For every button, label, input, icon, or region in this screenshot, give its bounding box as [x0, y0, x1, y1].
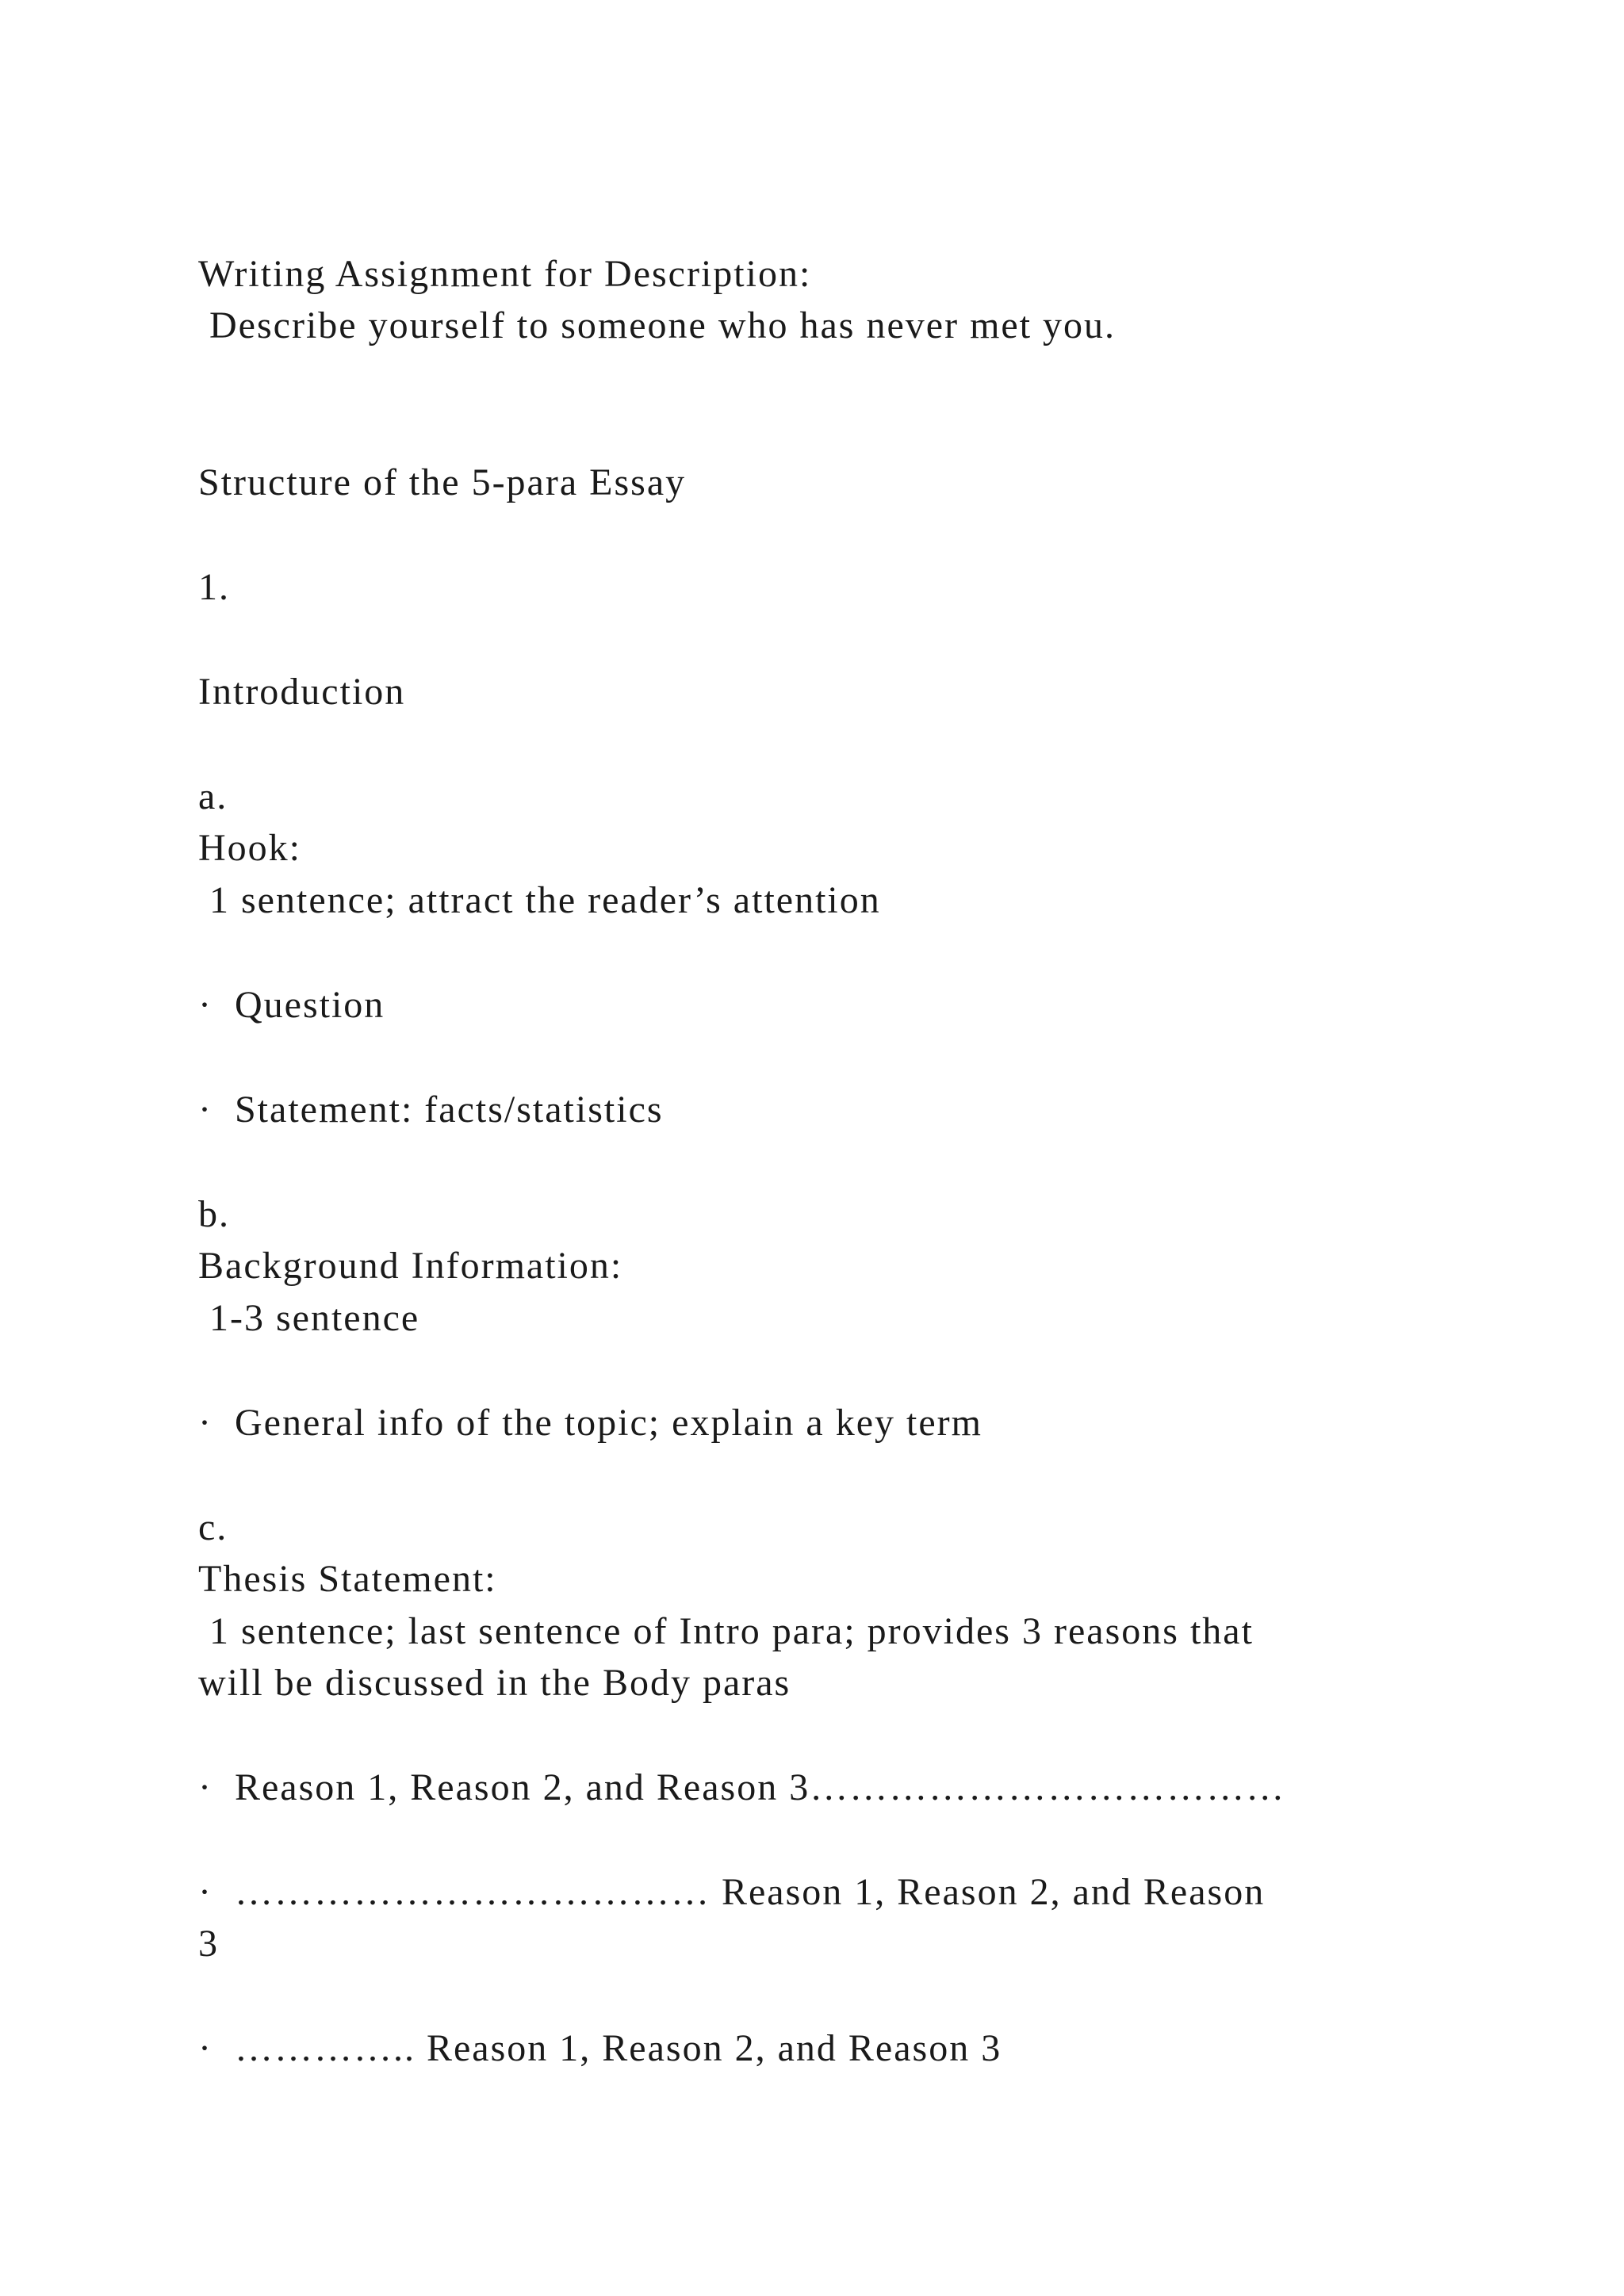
bullet-item: · Reason 1, Reason 2, and Reason 3……………………………… [198, 1766, 1286, 1808]
thesis-description-continued: will be discussed in the Body paras [198, 1662, 791, 1704]
subsection-letter-c: c. [198, 1506, 228, 1548]
bullet-item: · Question [198, 984, 385, 1026]
background-description: 1-3 sentence [198, 1297, 420, 1339]
section-number: 1. [198, 566, 230, 608]
subsection-letter-b: b. [198, 1193, 230, 1235]
essay-structure-heading: Structure of the 5-para Essay [198, 461, 687, 503]
section-heading-introduction: Introduction [198, 671, 406, 713]
subsection-heading-background: Background Information: [198, 1245, 623, 1287]
assignment-title: Writing Assignment for Description: [198, 253, 812, 295]
assignment-prompt: Describe yourself to someone who has never met you. [198, 304, 1116, 346]
bullet-item: · Statement: facts/statistics [198, 1089, 664, 1131]
bullet-item: · ………….. Reason 1, Reason 2, and Reason 3 [198, 2027, 1002, 2069]
bullet-item-continued: 3 [198, 1923, 219, 1965]
hook-description: 1 sentence; attract the reader’s attention [198, 879, 881, 921]
subsection-letter-a: a. [198, 775, 228, 817]
bullet-item: · General info of the topic; explain a key term [198, 1402, 982, 1444]
subsection-heading-thesis: Thesis Statement: [198, 1558, 497, 1600]
thesis-description: 1 sentence; last sentence of Intro para; provides 3 reasons that [198, 1610, 1254, 1652]
bullet-item: · ……………………………… Reason 1, Reason 2, and Reason [198, 1871, 1266, 1913]
subsection-heading-hook: Hook: [198, 827, 301, 869]
